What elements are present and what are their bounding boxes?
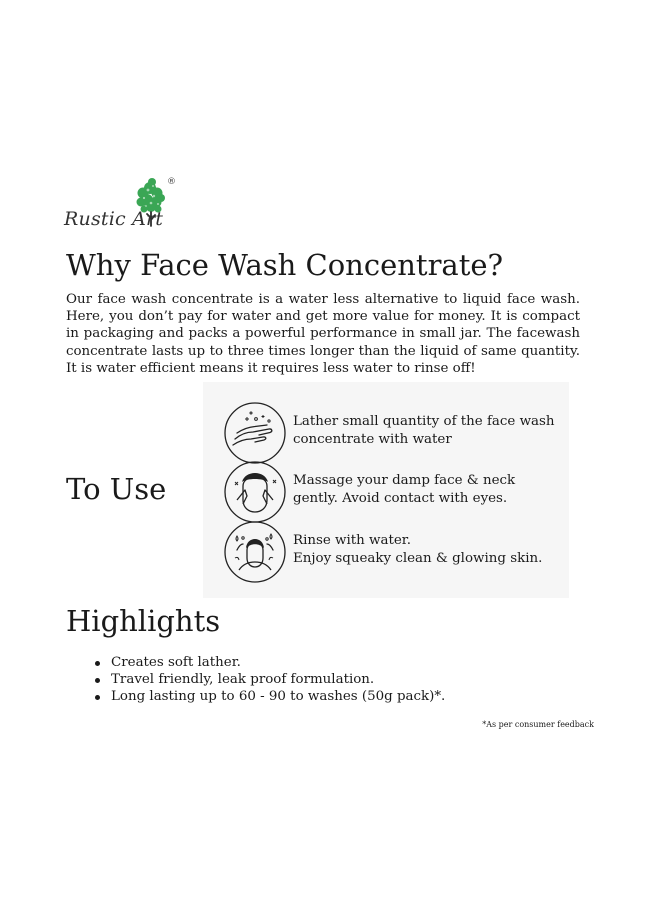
usage-step-line: Massage your damp face & neck — [293, 473, 516, 488]
brand-name: Rustic Art — [64, 208, 164, 230]
page-title: Why Face Wash Concentrate? — [66, 248, 504, 282]
usage-step-line: concentrate with water — [293, 431, 452, 447]
usage-step-text — [293, 413, 555, 448]
highlight-item: Long lasting up to 60 - 90 to washes (50g pack)*. — [111, 689, 446, 705]
to-use-heading: To Use — [66, 472, 167, 506]
consumer-feedback-footnote: *As per consumer feedback — [482, 720, 594, 729]
usage-step-line: gently. Avoid contact with eyes. — [293, 490, 508, 506]
highlight-item: Creates soft lather. — [111, 654, 445, 671]
usage-step-text — [293, 532, 542, 567]
usage-step — [223, 460, 563, 526]
highlight-item: Travel friendly, leak proof formulation. — [111, 671, 445, 688]
rustic-art-logo — [64, 176, 182, 242]
face-rinse-icon — [223, 520, 287, 584]
usage-step — [223, 401, 563, 467]
usage-step — [223, 520, 563, 586]
usage-step-text — [293, 472, 515, 507]
usage-steps-panel — [203, 382, 569, 598]
face-massage-icon — [223, 460, 287, 524]
highlights-list — [111, 654, 445, 706]
intro-paragraph: Our face wash concentrate is a water less alternative to liquid face wash. Here, you don’t pay for water and get more value for money. It is compact in packaging and packs a powerful performance in small jar. The facewash concentrate lasts up to three times longer than the liquid of same quantity. It is water efficient means it requires less water to rinse off! — [66, 292, 580, 376]
usage-step-line: Lather small quantity of the face wash — [293, 414, 555, 429]
registered-mark: ® — [167, 177, 176, 187]
usage-step-line: Rinse with water. — [293, 533, 411, 548]
usage-step-line: Enjoy squeaky clean & glowing skin. — [293, 550, 543, 566]
highlights-heading: Highlights — [66, 604, 221, 638]
hands-lather-icon — [223, 401, 287, 465]
